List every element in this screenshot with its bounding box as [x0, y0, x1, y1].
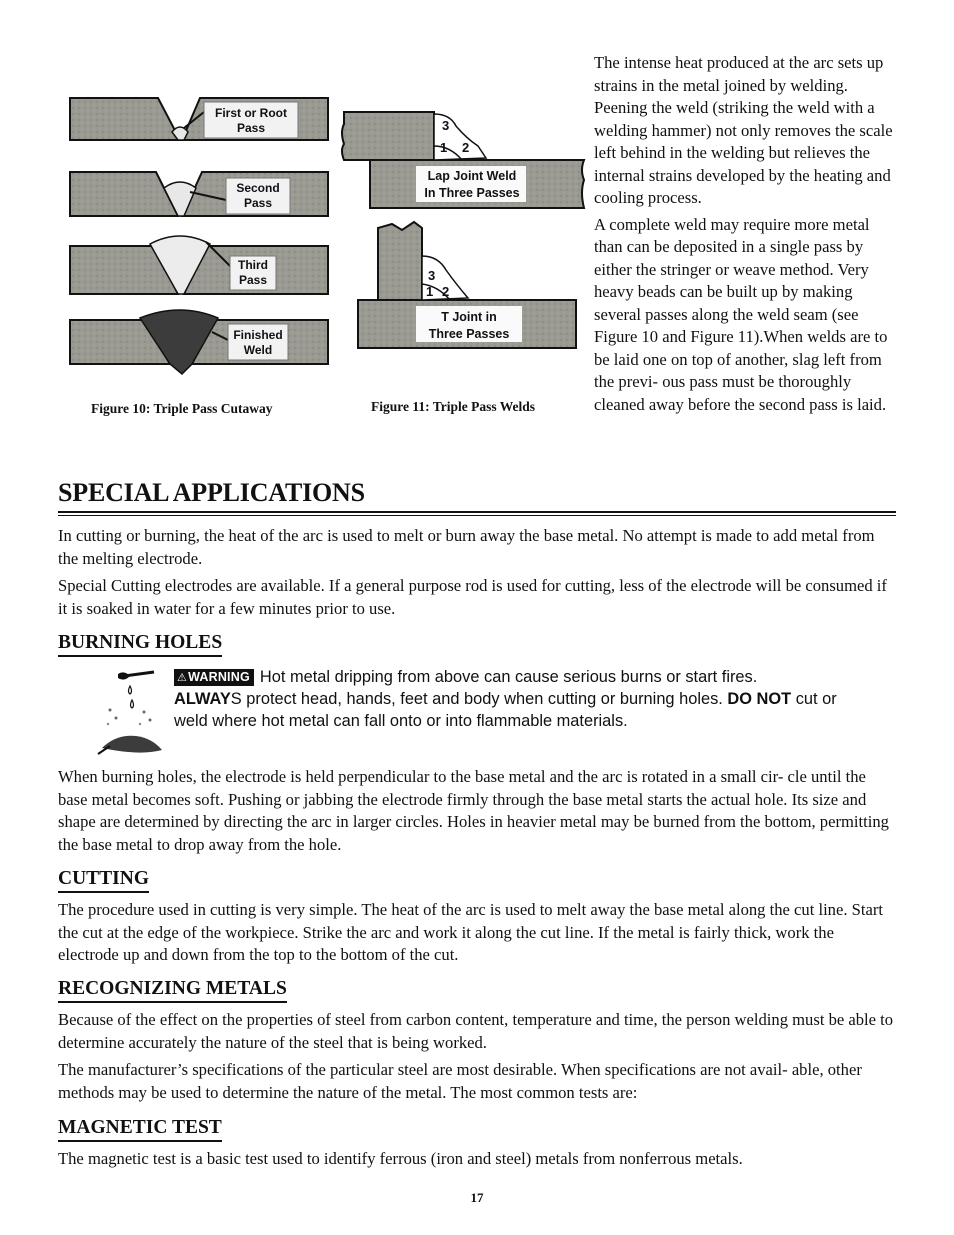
multi-pass-paragraph: A complete weld may require more metal than can be deposited in a single pass by either the stringer or weave method. Very heavy beads can be built up by making several passes along the weld seam (see Figure 10 and Figure 11).When welds are to be laid one on top of another, slag left from the previ- ous pass must be thoroughly cleaned away before the second pass is laid. — [594, 214, 888, 414]
recognizing-metals-heading: RECOGNIZING METALS — [58, 978, 287, 1003]
burning-holes-heading: BURNING HOLES — [58, 632, 222, 657]
lap-pass-3: 3 — [442, 118, 450, 133]
dripping-metal-icon — [96, 666, 166, 758]
warning-text-2: S protect head, hands, feet and body when cutting or burning holes. — [230, 690, 723, 708]
label-third: Third — [238, 258, 268, 272]
plate-third-pass — [70, 236, 328, 294]
right-column-text — [594, 52, 894, 420]
label-pass-1: Pass — [236, 121, 266, 135]
t-label-2: Three Passes — [428, 327, 510, 341]
page-number: 17 — [470, 1190, 484, 1205]
warning-text-1: Hot metal dripping from above can cause serious burns or start fires. — [259, 668, 758, 686]
cutting-paragraph: The procedure used in cutting is very simple. The heat of the arc is used to melt away the base metal along the cut line. Start the cut at the edge of the workpiece. Strike the arc and work it along the cut line. If the metal is fairly thick, work the electrode up and down from the top to the bottom of the cut. — [58, 900, 883, 964]
plate-finished-weld — [70, 310, 328, 374]
label-weld: Weld — [243, 343, 273, 357]
label-second: Second — [236, 181, 280, 195]
label-pass-3: Pass — [238, 273, 268, 287]
lap-pass-1: 1 — [440, 140, 448, 155]
lap-label-1: Lap Joint Weld — [427, 169, 517, 183]
burning-holes-paragraph: When burning holes, the electrode is held perpendicular to the base metal and the arc is rotated in a small cir- cle until the base metal becomes soft. Pushing or jabbing the electrode firmly through the base metal starts the actual hole. Its size and shape are determined by directing the arc in larger circles. Holes in heavier metal may be burned from the bottom, permitting the base metal to drop away from the hole. — [58, 767, 889, 854]
section-title: SPECIAL APPLICATIONS — [58, 478, 365, 507]
label-first-root: First or Root — [215, 106, 287, 120]
warning-badge: ⚠WARNING — [174, 669, 254, 686]
burning-warning — [174, 666, 874, 732]
t-pass-3: 3 — [428, 268, 436, 283]
figure-11-diagram — [338, 104, 590, 352]
peening-paragraph: The intense heat produced at the arc sets up strains in the metal joined by welding. Peening the weld (striking the weld with a welding hammer) not only removes the scale left behind in the welding but relieves the internal strains developed by the heating and cooling process. — [594, 53, 893, 207]
warning-always: ALWAY — [174, 690, 231, 708]
label-pass-2: Pass — [243, 196, 273, 210]
figure-11-caption: Figure 11: Triple Pass Welds — [371, 399, 536, 414]
intro-paragraph-2: Special Cutting electrodes are available. If a general purpose rod is used for cutting, less of the electrode will be consumed if it is soaked in water for a few minutes prior to use. — [58, 576, 887, 618]
lap-pass-2: 2 — [462, 140, 470, 155]
magnetic-test-heading: MAGNETIC TEST — [58, 1117, 222, 1142]
label-finished: Finished — [233, 328, 283, 342]
t-pass-2: 2 — [442, 284, 450, 299]
magnetic-test-paragraph: The magnetic test is a basic test used to identify ferrous (iron and steel) metals from nonferrous metals. — [58, 1149, 743, 1168]
figure-10-diagram — [66, 88, 332, 380]
figure-10-caption: Figure 10: Triple Pass Cutaway — [91, 401, 273, 416]
cutting-heading: CUTTING — [58, 868, 149, 893]
warning-do-not: DO NOT — [727, 690, 792, 708]
recognizing-metals-paragraph-1: Because of the effect on the properties of steel from carbon content, temperature and time, the person welding must be able to determine accurately the nature of the steel that is being worked. — [58, 1010, 894, 1052]
t-pass-1: 1 — [426, 284, 434, 299]
lap-label-2: In Three Passes — [424, 186, 520, 200]
intro-paragraph-1: In cutting or burning, the heat of the arc is used to melt or burn away the base metal. No attempt is made to add metal from the melting electrode. — [58, 526, 875, 568]
plate-second-pass — [70, 172, 328, 216]
warning-text-3: cut or weld where hot metal can fall onto or into flammable materials. — [174, 690, 837, 730]
section-rule — [58, 511, 896, 516]
t-label-1: T Joint in — [441, 310, 497, 324]
recognizing-metals-paragraph-2: The manufacturer’s specifications of the particular steel are most desirable. When specifications are not avail- able, other methods may be used to determine the nature of the metal. The most common tests are: — [58, 1060, 862, 1102]
plate-first-pass — [70, 98, 328, 140]
warning-triangle-icon: ⚠ — [177, 672, 188, 684]
